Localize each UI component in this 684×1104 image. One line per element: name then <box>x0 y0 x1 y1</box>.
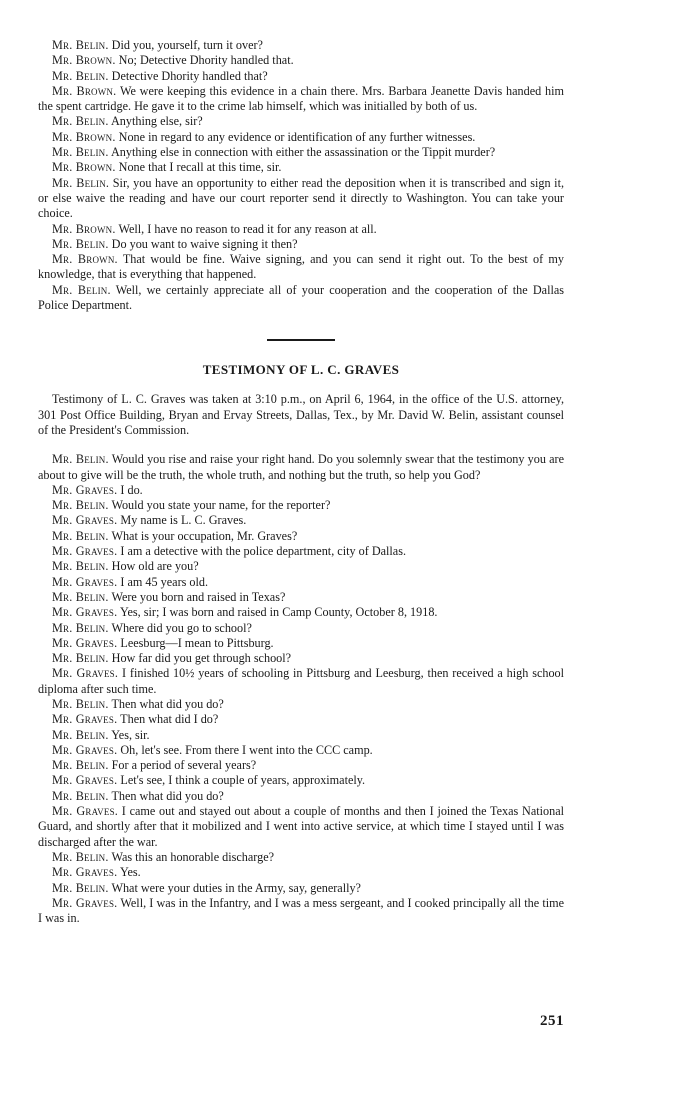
dialogue-text: Let's see, I think a couple of years, approximately. <box>120 773 366 788</box>
speaker-name: Mr. Belin. <box>52 559 109 574</box>
dialogue-text: Oh, let's see. From there I went into the CCC camp. <box>120 742 373 757</box>
dialogue-line <box>38 666 564 697</box>
dialogue-line <box>38 498 564 513</box>
dialogue-line <box>38 728 564 743</box>
dialogue-text: No; Detective Dhority handled that. <box>118 53 294 68</box>
speaker-name: Mr. Belin. <box>52 236 109 251</box>
dialogue-text: We were keeping this evidence in a chain there. Mrs. Barbara Jeanette Davis handed him the spent cartridge. He gave it to the crime lab himself, which was initialled by both of us. <box>38 83 564 114</box>
dialogue-text: Well, I was in the Infantry, and I was a mess sergeant, and I cooked principally all the time I was in. <box>38 895 564 926</box>
page-number: 251 <box>540 1013 564 1029</box>
dialogue-text: Anything else in connection with either the assassination or the Tippit murder? <box>110 145 496 160</box>
speaker-name: Mr. Belin. <box>52 788 109 803</box>
speaker-name: Mr. Belin. <box>52 114 109 129</box>
speaker-name: Mr. Brown. <box>52 252 118 267</box>
testimony-section-brown <box>38 38 564 313</box>
dialogue-line <box>38 789 564 804</box>
section-heading: TESTIMONY OF L. C. GRAVES <box>202 362 400 378</box>
dialogue-text: Where did you go to school? <box>111 620 252 635</box>
dialogue-text: Did you, yourself, turn it over? <box>111 38 263 52</box>
dialogue-line <box>38 283 564 314</box>
dialogue-line <box>38 38 564 53</box>
dialogue-text: Was this an honorable discharge? <box>111 849 275 864</box>
dialogue-line <box>38 130 564 145</box>
speaker-name: Mr. Brown. <box>52 53 116 68</box>
speaker-name: Mr. Graves. <box>52 513 118 528</box>
dialogue-text: Would you rise and raise your right hand. Do you solemnly swear that the testimony you are about to give will be the truth, the whole truth, and nothing but the truth, so help you God? <box>38 452 564 482</box>
speaker-name: Mr. Belin. <box>52 38 109 52</box>
dialogue-line <box>38 850 564 865</box>
speaker-name: Mr. Belin. <box>52 498 109 513</box>
dialogue-line <box>38 758 564 773</box>
dialogue-line <box>38 743 564 758</box>
dialogue-line <box>38 575 564 590</box>
dialogue-line <box>38 69 564 84</box>
speaker-name: Mr. Belin. <box>52 175 110 190</box>
dialogue-text: Well, we certainly appreciate all of your cooperation and the cooperation of the Dallas Police Department. <box>38 282 564 313</box>
speaker-name: Mr. Graves. <box>52 666 119 681</box>
dialogue-line <box>38 559 564 574</box>
speaker-name: Mr. Belin. <box>52 452 109 467</box>
speaker-name: Mr. Belin. <box>52 849 109 864</box>
dialogue-text: For a period of several years? <box>111 758 257 773</box>
dialogue-line <box>38 513 564 528</box>
speaker-name: Mr. Graves. <box>52 712 118 727</box>
dialogue-line <box>38 605 564 620</box>
speaker-name: Mr. Brown. <box>52 221 116 236</box>
dialogue-line <box>38 621 564 636</box>
dialogue-line <box>38 712 564 727</box>
dialogue-text: Would you state your name, for the reporter? <box>111 498 331 513</box>
document-page <box>38 38 564 926</box>
dialogue-text: I came out and stayed out about a couple of months and then I joined the Texas National Guard, and shortly after that it mobilized and I went into active service, at which time I stayed until I was discharged after the war. <box>38 804 565 849</box>
speaker-name: Mr. Belin. <box>52 68 109 83</box>
dialogue-line <box>38 865 564 880</box>
speaker-name: Mr. Brown. <box>52 160 116 175</box>
dialogue-line <box>38 84 564 115</box>
speaker-name: Mr. Graves. <box>52 544 118 559</box>
dialogue-text: What is your occupation, Mr. Graves? <box>111 528 298 543</box>
dialogue-text: Sir, you have an opportunity to either read the deposition when it is transcribed and sign it, or else waive the reading and have our court reporter send it directly to Washington. You can take your choice. <box>38 175 564 221</box>
dialogue-line <box>38 636 564 651</box>
dialogue-line <box>38 160 564 175</box>
speaker-name: Mr. Belin. <box>52 145 109 160</box>
speaker-name: Mr. Belin. <box>52 880 109 895</box>
speaker-name: Mr. Belin. <box>52 651 109 666</box>
speaker-name: Mr. Belin. <box>52 696 109 711</box>
speaker-name: Mr. Brown. <box>52 129 116 144</box>
dialogue-text: How old are you? <box>111 559 199 574</box>
dialogue-line <box>38 222 564 237</box>
speaker-name: Mr. Graves. <box>52 482 118 497</box>
dialogue-text: Leesburg—I mean to Pittsburg. <box>120 635 274 650</box>
speaker-name: Mr. Brown. <box>52 83 117 98</box>
dialogue-text: Yes, sir. <box>111 727 150 742</box>
section-divider <box>267 339 335 341</box>
dialogue-text: I am a detective with the police department, city of Dallas. <box>120 544 406 559</box>
dialogue-line <box>38 452 564 483</box>
speaker-name: Mr. Graves. <box>52 635 118 650</box>
dialogue-text: My name is L. C. Graves. <box>120 513 247 528</box>
dialogue-text: Detective Dhority handled that? <box>111 68 268 83</box>
speaker-name: Mr. Belin. <box>52 589 109 604</box>
dialogue-line <box>38 590 564 605</box>
dialogue-text: That would be fine. Waive signing, and you can send it right out. To the best of my knowledge, that is everything that happened. <box>38 252 565 282</box>
speaker-name: Mr. Belin. <box>52 727 109 742</box>
speaker-name: Mr. Belin. <box>52 620 109 635</box>
speaker-name: Mr. Graves. <box>52 804 119 819</box>
testimony-intro: Testimony of L. C. Graves was taken at 3:10 p.m., on April 6, 1964, in the office of the U.S. attorney, 301 Post Office Building, Bryan and Ervay Streets, Dallas, Tex., by Mr. David W. Belin, assistant counsel of the President's Commission. <box>38 392 564 437</box>
dialogue-line <box>38 176 564 222</box>
speaker-name: Mr. Belin. <box>52 758 109 773</box>
dialogue-line <box>38 252 564 283</box>
testimony-section-graves <box>38 452 564 926</box>
dialogue-line <box>38 896 564 927</box>
speaker-name: Mr. Graves. <box>52 865 118 880</box>
dialogue-text: Do you want to waive signing it then? <box>111 236 298 251</box>
speaker-name: Mr. Graves. <box>52 742 118 757</box>
speaker-name: Mr. Belin. <box>52 528 109 543</box>
dialogue-text: Then what did you do? <box>111 788 224 803</box>
dialogue-line <box>38 773 564 788</box>
dialogue-line <box>38 145 564 160</box>
dialogue-line <box>38 544 564 559</box>
dialogue-text: Yes, sir; I was born and raised in Camp County, October 8, 1918. <box>119 605 438 620</box>
dialogue-line <box>38 114 564 129</box>
dialogue-line <box>38 237 564 252</box>
dialogue-text: Then what did I do? <box>120 712 219 727</box>
dialogue-line <box>38 881 564 896</box>
dialogue-text: How far did you get through school? <box>111 651 292 666</box>
dialogue-text: Yes. <box>119 865 141 880</box>
speaker-name: Mr. Belin. <box>52 282 111 297</box>
speaker-name: Mr. Graves. <box>52 605 118 620</box>
dialogue-line <box>38 53 564 68</box>
dialogue-text: Then what did you do? <box>111 696 224 711</box>
speaker-name: Mr. Graves. <box>52 895 118 910</box>
dialogue-line <box>38 804 564 850</box>
speaker-name: Mr. Graves. <box>52 773 118 788</box>
dialogue-line <box>38 483 564 498</box>
speaker-name: Mr. Graves. <box>52 574 118 589</box>
dialogue-line <box>38 651 564 666</box>
dialogue-text: Were you born and raised in Texas? <box>111 589 286 604</box>
dialogue-text: None that I recall at this time, sir. <box>118 160 282 175</box>
dialogue-text: None in regard to any evidence or identification of any further witnesses. <box>118 129 476 144</box>
dialogue-text: I do. <box>120 482 143 497</box>
dialogue-text: I am 45 years old. <box>120 574 209 589</box>
dialogue-line <box>38 529 564 544</box>
dialogue-text: Well, I have no reason to read it for any reason at all. <box>118 221 377 236</box>
dialogue-text: What were your duties in the Army, say, generally? <box>111 880 361 895</box>
dialogue-line <box>38 697 564 712</box>
dialogue-text: I finished 10½ years of schooling in Pittsburg and Leesburg, then received a high school diploma after such time. <box>38 666 565 696</box>
dialogue-text: Anything else, sir? <box>110 114 203 129</box>
